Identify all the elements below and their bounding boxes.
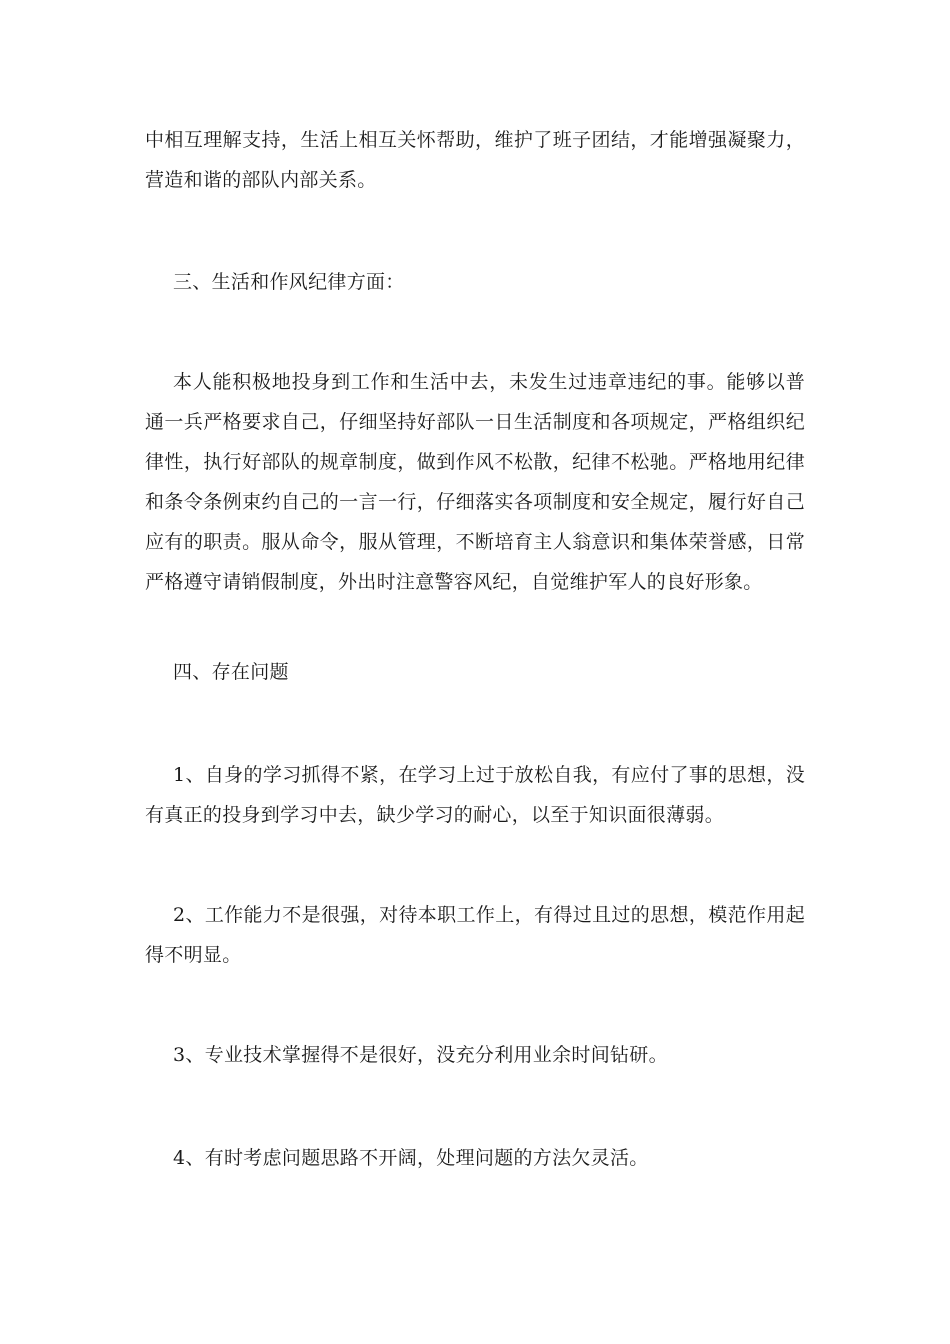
paragraph-discipline: 本人能积极地投身到工作和生活中去，未发生过违章违纪的事。能够以普通一兵严格要求自己，仔细坚持好部队一日生活制度和各项规定，严格组织纪律性，执行好部队的规章制度，做到作风不松散，纪律不松驰。严格地用纪律和条令条例束约自己的一言一行，仔细落实各项制度和安全规定，履行好自己应有的职责。服从命令，服从管理，不断培育主人翁意识和集体荣誉感，日常严格遵守请销假制度，外出时注意警容风纪，自觉维护军人的良好形象。 [145, 371, 805, 593]
problem-item-3: 3、专业技术掌握得不是很好，没充分利用业余时间钻研。 [173, 1044, 668, 1066]
section-heading-discipline: 三、生活和作风纪律方面： [173, 271, 405, 293]
paragraph-continuation: 中相互理解支持，生活上相互关怀帮助，维护了班子团结，才能增强凝聚力，营造和谐的部队内部关系。 [145, 129, 805, 191]
problem-item-1: 1、自身的学习抓得不紧，在学习上过于放松自我，有应付了事的思想，没有真正的投身到学习中去，缺少学习的耐心，以至于知识面很薄弱。 [145, 764, 805, 826]
problem-item-2: 2、工作能力不是很强，对待本职工作上，有得过且过的思想，模范作用起得不明显。 [145, 904, 805, 966]
section-heading-problems: 四、存在问题 [173, 661, 289, 683]
problem-item-4: 4、有时考虑问题思路不开阔，处理问题的方法欠灵活。 [173, 1147, 649, 1169]
